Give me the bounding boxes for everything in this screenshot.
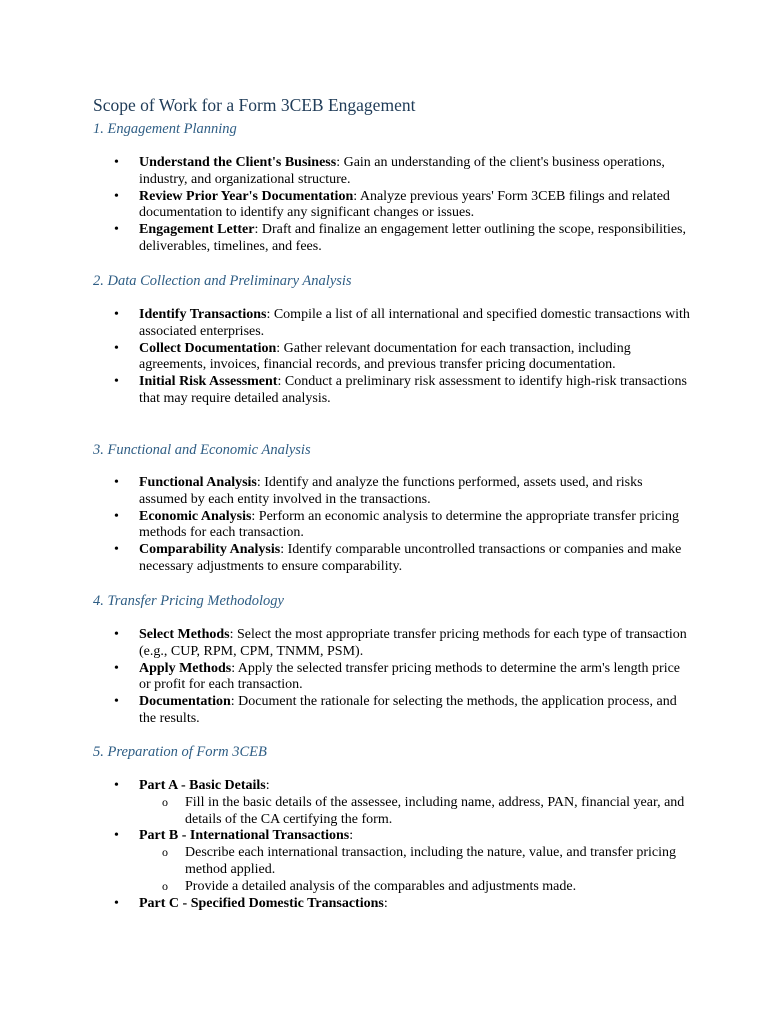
sub-list-item: o Fill in the basic details of the assessee, including name, address, PAN, financial year, and details of the CA certifying the form. (139, 795, 693, 829)
item-text: : Select the most appropriate transfer pricing methods for each type of transaction (e.g., CUP, RPM, CPM, TNMM, PSM). (139, 627, 687, 659)
list-item (93, 189, 693, 223)
item-term: Part C - Specified Domestic Transactions (139, 895, 384, 911)
section-2-list (93, 307, 693, 408)
item-term: Comparability Analysis (139, 542, 281, 558)
item-text: : Conduct a preliminary risk assessment to identify high-risk transactions that may require detailed analysis. (139, 374, 687, 406)
list-item (93, 374, 693, 408)
sub-list (139, 845, 693, 895)
list-item (93, 509, 693, 543)
list-item (93, 542, 693, 576)
list-item (93, 896, 693, 913)
list-item (93, 694, 693, 728)
section-heading-4: 4. Transfer Pricing Methodology (93, 593, 284, 609)
item-term: Part A - Basic Details (139, 778, 266, 793)
document-title: Scope of Work for a Form 3CEB Engagement (93, 95, 416, 115)
item-text: : Analyze previous years' Form 3CEB filings and related documentation to identify any significant changes or issues. (139, 188, 670, 221)
item-text: : Identify and analyze the functions performed, assets used, and risks assumed by each entity involved in the transactions. (139, 475, 643, 507)
item-term: Collect Documentation (139, 340, 277, 356)
item-term: Identify Transactions (139, 307, 267, 322)
item-term: Functional Analysis (139, 475, 257, 490)
item-term: Select Methods (139, 627, 230, 642)
item-text: : Draft and finalize an engagement letter outlining the scope, responsibilities, deliverables, timelines, and fees. (139, 222, 687, 254)
section-3-list (93, 475, 693, 576)
item-term: Part B - International Transactions (139, 828, 350, 844)
section-5-list (93, 778, 693, 912)
item-term: Review Prior Year's Documentation (139, 188, 354, 204)
sub-list-item: o Describe each international transaction, including the nature, value, and transfer pricing method applied. (139, 845, 693, 879)
section-heading-2: 2. Data Collection and Preliminary Analysis (93, 273, 352, 289)
item-text: : (349, 828, 354, 844)
item-text: : Gain an understanding of the client's business operations, industry, and organizational structure. (139, 155, 665, 187)
sub-list (139, 795, 693, 829)
item-text: : (265, 778, 270, 793)
section-1-list (93, 155, 693, 256)
list-item (93, 475, 693, 509)
item-text: : Compile a list of all international and specified domestic transactions with associated enterprises. (139, 307, 690, 339)
list-item (93, 341, 693, 375)
item-term: Initial Risk Assessment (139, 374, 278, 390)
list-item (93, 222, 693, 256)
list-item (93, 828, 693, 895)
item-text: : Document the rationale for selecting the methods, the application process, and the results. (139, 694, 677, 726)
list-item (93, 661, 693, 695)
section-heading-5: 5. Preparation of Form 3CEB (93, 744, 267, 760)
sub-list-item: o Provide a detailed analysis of the comparables and adjustments made. (139, 879, 693, 896)
item-text: : Perform an economic analysis to determine the appropriate transfer pricing methods for each transaction. (139, 508, 680, 541)
section-4-list (93, 627, 693, 728)
item-term: Economic Analysis (139, 508, 252, 524)
item-text: : Identify comparable uncontrolled transactions or companies and make necessary adjustments to ensure comparability. (139, 542, 682, 574)
list-item (93, 627, 693, 661)
list-item (93, 778, 693, 828)
item-text: : Gather relevant documentation for each transaction, including agreements, invoices, financial records, and previous transfer pricing documentation. (139, 340, 631, 373)
section-heading-1: 1. Engagement Planning (93, 121, 237, 137)
list-item (93, 307, 693, 341)
section-heading-3: 3. Functional and Economic Analysis (93, 442, 311, 458)
item-text: : (383, 895, 388, 911)
item-text: : Apply the selected transfer pricing methods to determine the arm's length price or profit for each transaction. (139, 660, 681, 693)
item-term: Apply Methods (139, 660, 232, 676)
list-item (93, 155, 693, 189)
item-term: Engagement Letter (139, 222, 255, 238)
item-term: Documentation (139, 694, 231, 710)
item-term: Understand the Client's Business (139, 155, 337, 170)
